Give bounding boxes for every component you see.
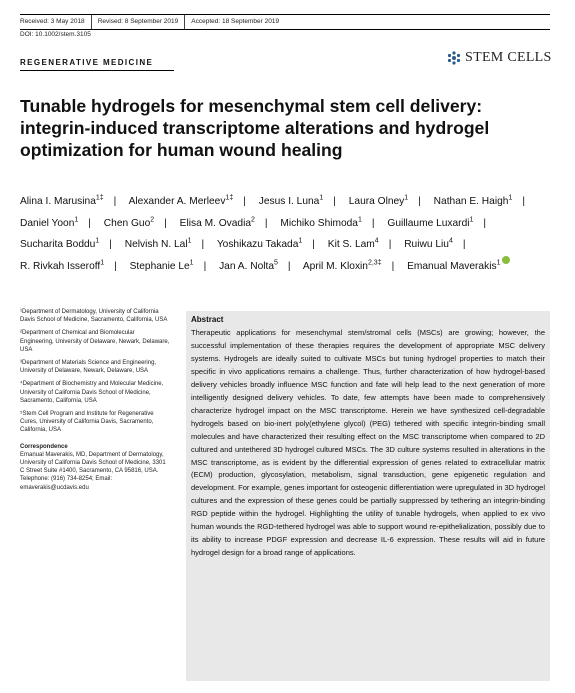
author-name[interactable] <box>387 218 473 229</box>
author-separator: | <box>203 260 207 272</box>
affiliation-3: ³Department of Materials Science and Engineering, University of Delaware, Newark, Delaware, USA <box>20 360 157 375</box>
author-separator: | <box>312 239 315 251</box>
author-name[interactable] <box>219 261 278 272</box>
abstract-text: Therapeutic applications for mesenchymal stem/stromal cells (MSCs) are growing; however, the successful implementation of these therapies requires the development of appropriate MSC delivery systems. Hydrogels are ideally suited to cultivate MSCs but tuning hydrogel properties to match their specific in vivo applications remains a challenge. Thus, further characterization of how hydrogel-based delivery vehicles broadly influence MSC function and fate will help lead to the next generation of more intelligently designed delivery vehicles. To date, few attempts have been made to comprehensively characterize hydrogel impact on the MSC transcriptome. Herein we have synthesized cell-degradable hydrogels based on bio-inert poly(ethylene glycol) (PEG) tethered with specific integrin-binding small molecules and have characterized their resulting effect on the MSC transcriptome when compared to 2D cultured and untethered 3D hydrogel cultured MSCs. The 3D culture systems resulted in alterations in the MSC transcriptome, as is evident by the differential expression of genes related to extracellular matrix (ECM) production, glycosylation, metabolism, signal transduction, gene epigenetic regulation and development. For example, genes important for osteogenic differentiation were upregulated in 3D hydrogel cultures and the expression of these genes could be partially suppressed by tethering an integrin-binding RGD peptide within the hydrogel. Highlighting the utility of tunable hydrogels, when applied to ex vivo human wounds the RGD-tethered hydrogel was able to support wound re-epithelialization, possibly due to its ability to increase PDGF expression and decrease IL-6 expression. These results will aid in future hydrogel design for a broad range of applications. <box>191 328 545 558</box>
author-affiliation-marker: 5 <box>274 259 278 267</box>
section-divider <box>20 70 174 71</box>
doi-link[interactable]: DOI: 10.1002/stem.3105 <box>20 31 91 38</box>
article-history-bar <box>20 14 550 30</box>
author-separator: | <box>287 260 291 272</box>
author-name-text: Elisa M. Ovadia <box>179 217 251 229</box>
author-name[interactable] <box>20 261 104 272</box>
author-separator: | <box>264 217 268 229</box>
author-name-text: Jan A. Nolta <box>219 260 275 272</box>
journal-logo-text: STEM CELLS <box>465 50 552 65</box>
author-name-text: Yoshikazu Takada <box>216 239 299 251</box>
author-name[interactable] <box>129 196 234 207</box>
author-name-text: Jesus I. Luna <box>258 196 320 208</box>
author-name[interactable] <box>259 196 324 207</box>
author-affiliation-marker: 1 <box>319 195 324 202</box>
author-affiliation-marker: 1 <box>189 259 194 267</box>
author-separator: | <box>388 239 392 251</box>
affiliation-4: ⁴Department of Biochemistry and Molecular Medicine, University of California Davis School of Medicine, Sacramento, California, USA <box>20 381 164 404</box>
author-affiliation-marker: 1 <box>404 195 409 202</box>
author-affiliation-marker: 1 <box>508 195 513 202</box>
author-separator: | <box>113 196 117 208</box>
author-separator: | <box>333 196 336 208</box>
author-name-text: Alexander A. Merleev <box>128 196 226 208</box>
author-separator: | <box>201 239 205 251</box>
article-title: Tunable hydrogels for mesenchymal stem cell delivery: integrin-induced transcriptome alterations and hydrogel optimization for human wound healing <box>20 96 490 160</box>
author-name-text: April M. Kloxin <box>302 260 368 272</box>
author-affiliation-marker: 1 <box>496 259 501 267</box>
author-name[interactable] <box>104 218 154 229</box>
author-name-text: Laura Olney <box>348 196 405 208</box>
author-name-text: Emanual Maverakis <box>407 260 497 272</box>
revised-date: Revised: 8 September 2019 <box>98 15 186 29</box>
orcid-icon[interactable] <box>502 256 510 264</box>
author-separator: | <box>522 196 525 208</box>
author-separator: | <box>88 217 91 229</box>
author-name-text: Ruiwu Liu <box>404 239 449 251</box>
author-name[interactable] <box>328 239 379 250</box>
author-affiliation-marker: 2 <box>150 216 155 224</box>
stem-cells-logo-icon <box>446 50 462 66</box>
author-separator: | <box>391 260 395 272</box>
author-name[interactable] <box>217 239 302 250</box>
author-affiliation-marker: 1‡ <box>95 195 104 202</box>
author-name[interactable] <box>407 261 510 272</box>
received-date: Received: 3 May 2018 <box>20 15 92 29</box>
affiliation-5: ⁵Stem Cell Program and Institute for Regenerative Cures, University of California Davis, Sacramento, California, USA <box>20 411 154 434</box>
author-name-text: Sucharita Boddu <box>20 239 96 251</box>
author-affiliation-marker: 4 <box>374 237 379 245</box>
author-affiliation-marker: 1‡ <box>225 195 234 202</box>
author-list <box>20 190 555 276</box>
author-affiliation-marker: 1 <box>187 237 192 245</box>
affiliation-2: ²Department of Chemical and Biomolecular Engineering, University of Delaware, Newark, Delaware, USA <box>20 330 170 353</box>
author-name[interactable] <box>404 239 453 250</box>
author-name[interactable] <box>20 218 78 229</box>
correspondence-body: Emanual Maverakis, MD, Department of Dermatology, University of California Davis School of Medicine, 3301 C Street Suite #1400, Sacramento, CA 95816, USA. Telephone: (916) 734-8254; Email: emaverakis@ucdavis.edu <box>20 451 166 491</box>
abstract-box <box>186 311 550 681</box>
author-name[interactable] <box>20 239 99 250</box>
author-name[interactable] <box>20 196 104 207</box>
author-affiliation-marker: 1 <box>298 237 303 245</box>
author-name-text: Nathan E. Haigh <box>433 196 509 208</box>
author-affiliation-marker: 1 <box>469 216 474 224</box>
affiliations-column <box>20 308 170 492</box>
author-name[interactable] <box>125 239 192 250</box>
author-separator: | <box>243 196 246 208</box>
author-separator: | <box>371 217 375 229</box>
author-separator: | <box>109 239 112 251</box>
section-label: REGENERATIVE MEDICINE <box>20 58 154 67</box>
author-affiliation-marker: 2,3‡ <box>367 259 382 267</box>
author-separator: | <box>114 260 117 272</box>
correspondence-heading: Correspondence <box>20 443 68 450</box>
author-name-text: Chen Guo <box>103 217 151 229</box>
author-name[interactable] <box>280 218 361 229</box>
author-name[interactable] <box>303 261 382 272</box>
author-name-text: Daniel Yoon <box>20 217 75 229</box>
author-affiliation-marker: 1 <box>74 216 79 224</box>
affiliation-1: ¹Department of Dermatology, University of California Davis School of Medicine, Sacramento, California, USA <box>20 309 168 324</box>
author-name-text: Alina I. Marusina <box>20 196 96 208</box>
author-separator: | <box>483 217 487 229</box>
author-affiliation-marker: 1 <box>95 237 100 245</box>
author-affiliation-marker: 1 <box>100 259 105 267</box>
author-separator: | <box>164 217 167 229</box>
author-name[interactable] <box>434 196 513 207</box>
author-name-text: Nelvish N. Lal <box>124 239 188 251</box>
author-separator: | <box>462 239 466 251</box>
journal-logo <box>446 50 552 66</box>
author-name-text: Kit S. Lam <box>327 239 375 251</box>
author-name-text: Stephanie Le <box>129 260 190 272</box>
accepted-date: Accepted: 18 September 2019 <box>191 18 280 25</box>
abstract-heading: Abstract <box>191 315 224 324</box>
author-name[interactable] <box>130 261 194 272</box>
author-name[interactable] <box>349 196 408 207</box>
author-name-text: R. Rivkah Isseroff <box>20 260 101 272</box>
author-name-text: Michiko Shimoda <box>280 217 358 229</box>
author-affiliation-marker: 2 <box>251 216 255 224</box>
author-affiliation-marker: 4 <box>448 237 453 245</box>
author-name-text: Guillaume Luxardi <box>387 217 470 229</box>
author-name[interactable] <box>180 218 255 229</box>
author-affiliation-marker: 1 <box>357 216 362 224</box>
author-separator: | <box>418 196 421 208</box>
